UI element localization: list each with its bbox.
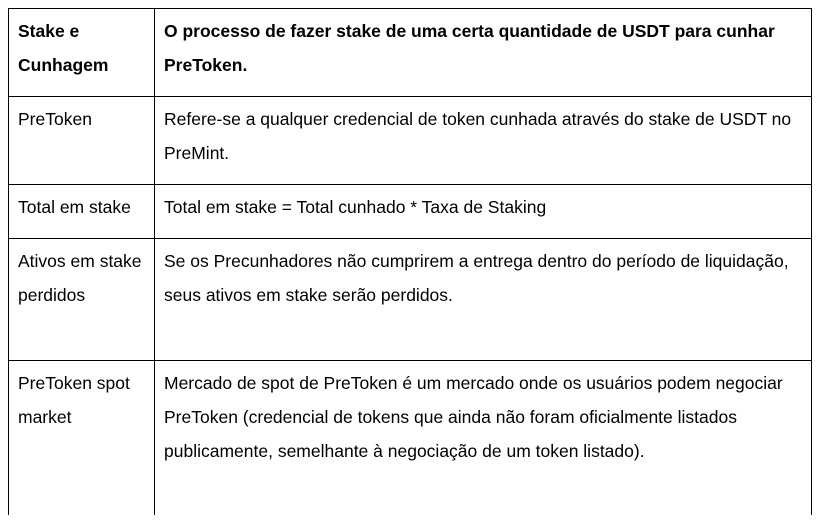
table-row (9, 239, 812, 361)
term-cell: Total em stake (9, 185, 155, 239)
header-term-cell: Stake e Cunhagem (9, 9, 155, 97)
header-definition-cell: O processo de fazer stake de uma certa quantidade de USDT para cunhar PreToken. (155, 9, 812, 97)
definition-cell: Se os Precunhadores não cumprirem a entrega dentro do período de liquidação, seus ativos em stake serão perdidos. (155, 239, 812, 361)
term-cell: Ativos em stake perdidos (9, 239, 155, 361)
table-row (9, 185, 812, 239)
table-header-row (9, 9, 812, 97)
definition-cell: Refere-se a qualquer credencial de token cunhada através do stake de USDT no PreMint. (155, 97, 812, 185)
term-cell: PreToken spot market (9, 361, 155, 516)
term-cell: PreToken (9, 97, 155, 185)
glossary-table (8, 8, 812, 515)
table-row (9, 97, 812, 185)
definition-cell: Mercado de spot de PreToken é um mercado onde os usuários podem negociar PreToken (credencial de tokens que ainda não foram oficialmente listados publicamente, semelhante à negociação de um token listado). (155, 361, 812, 516)
table-row (9, 361, 812, 516)
definition-cell: Total em stake = Total cunhado * Taxa de Staking (155, 185, 812, 239)
